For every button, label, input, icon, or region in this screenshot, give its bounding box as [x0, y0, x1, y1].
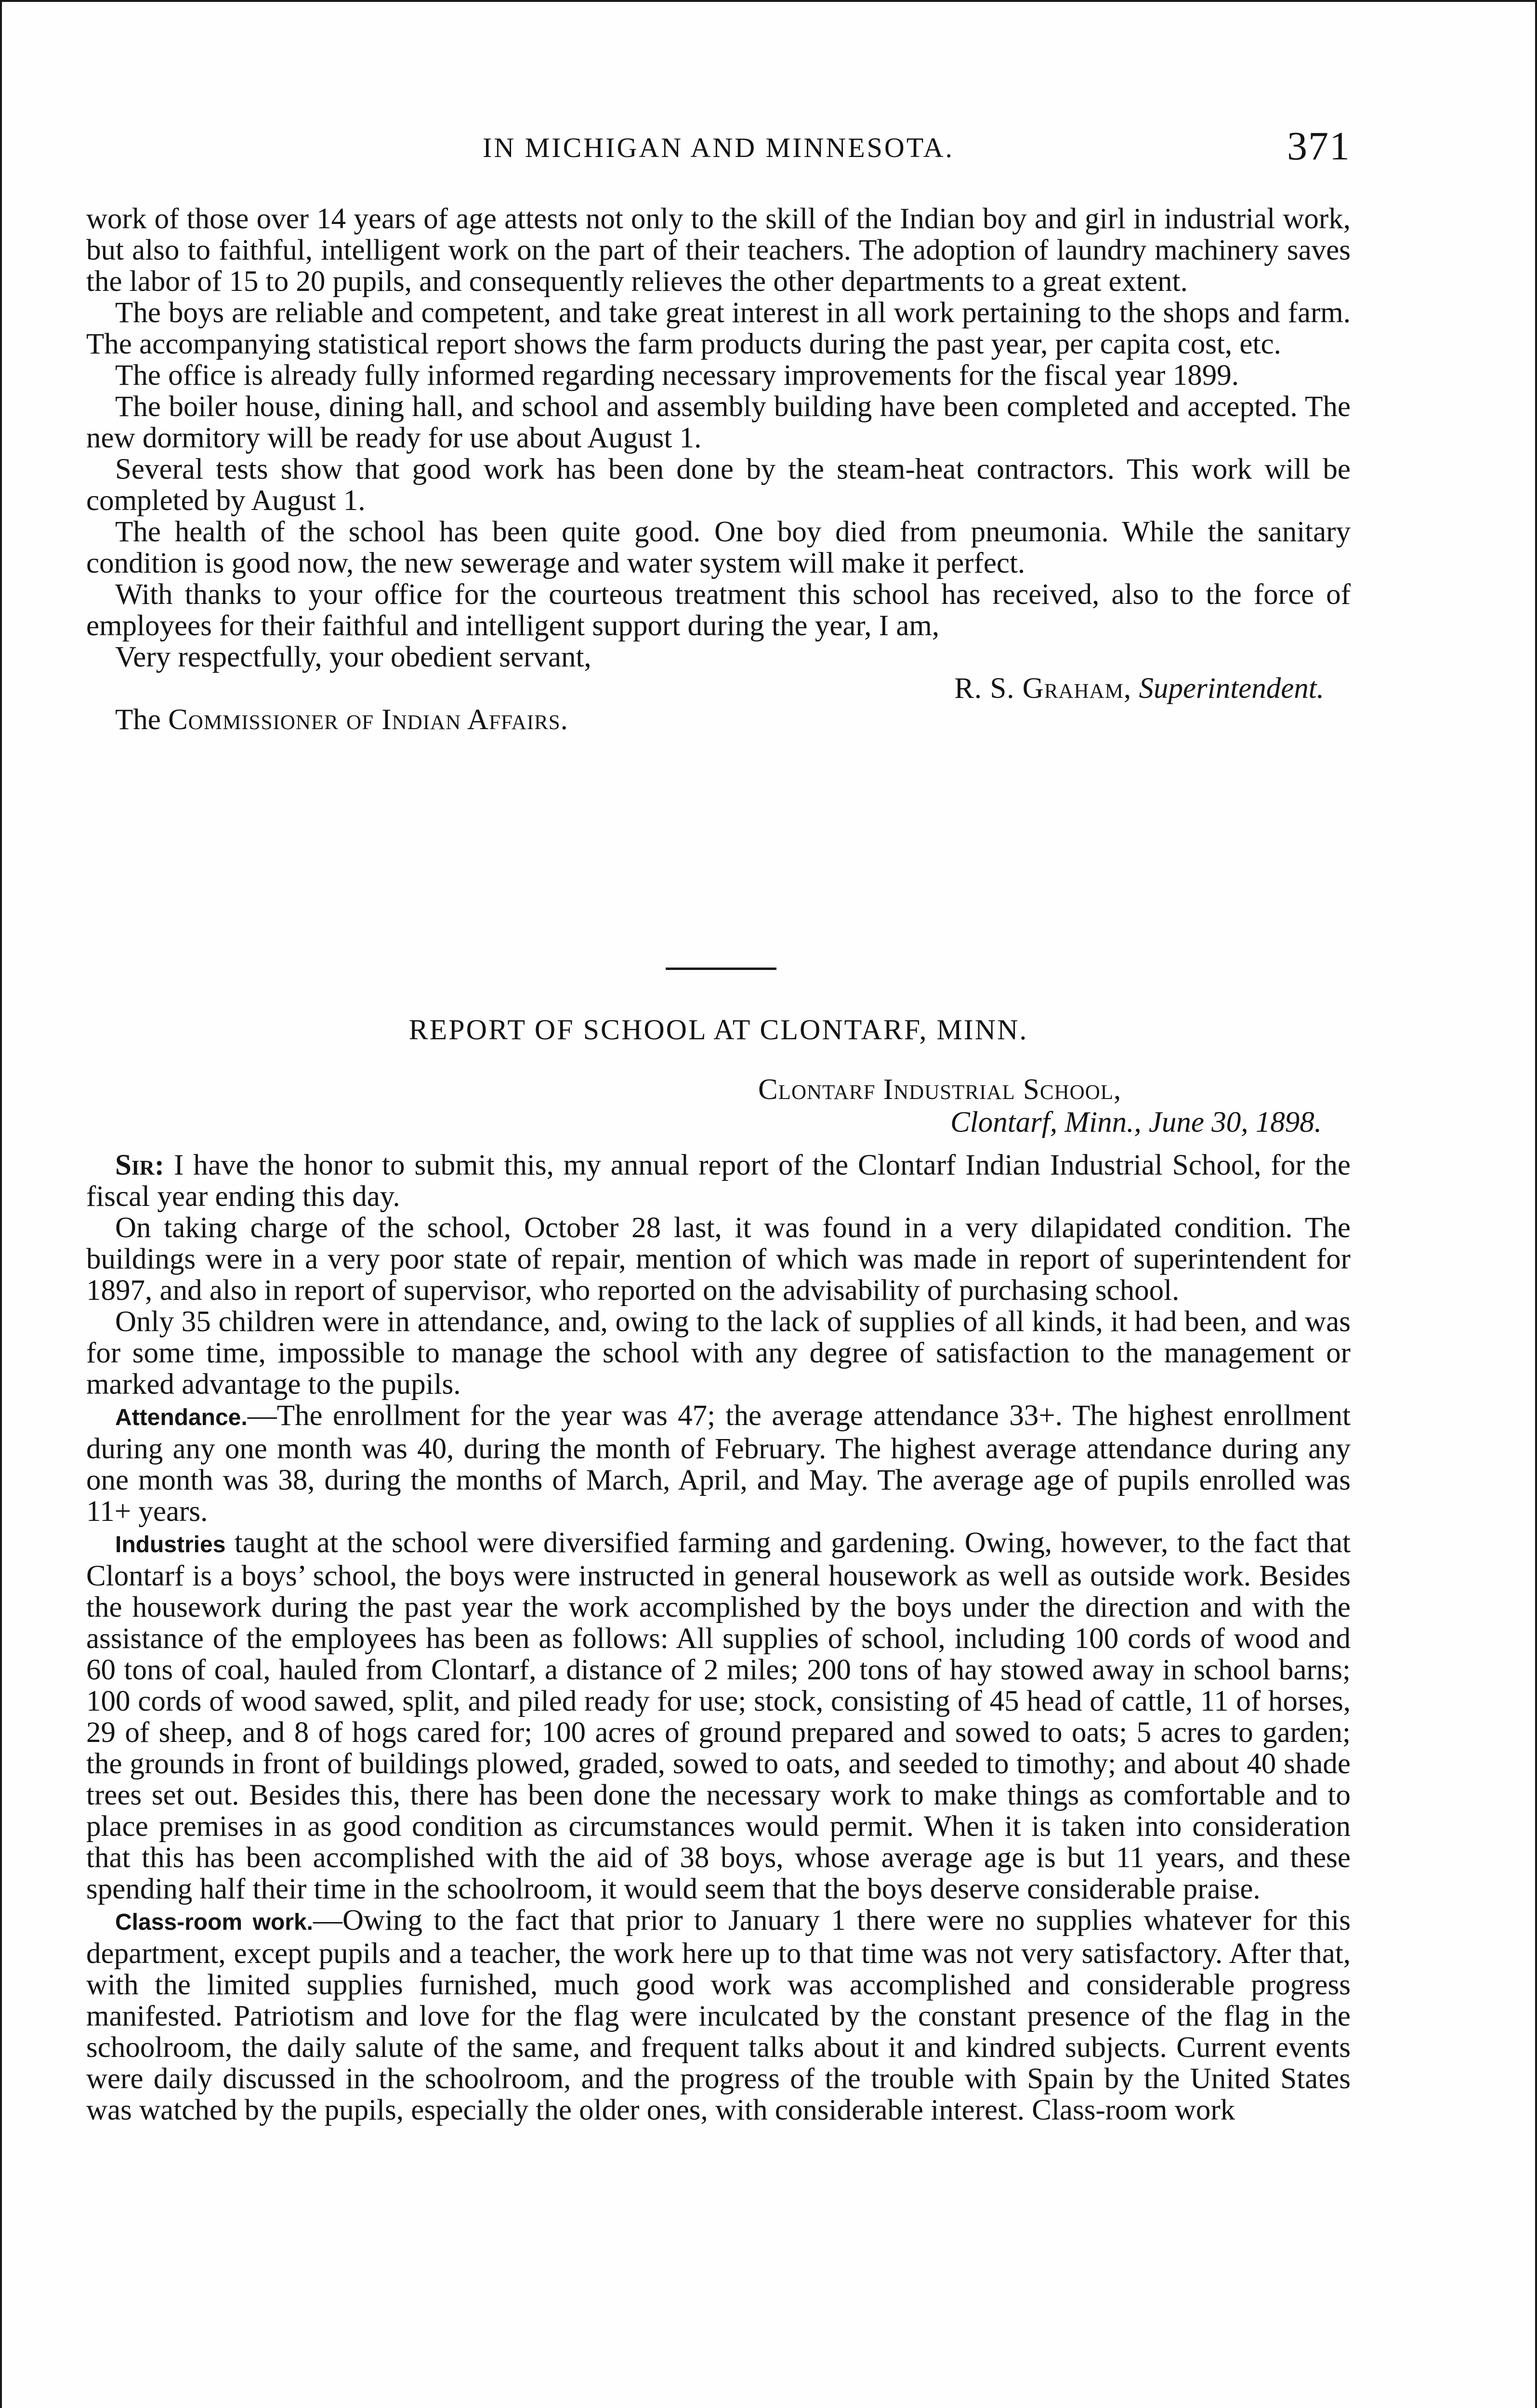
paragraph-classroom [86, 1905, 1351, 2126]
addressee-prefix: The [115, 704, 161, 736]
signature-name: R. S. Graham, [954, 672, 1132, 705]
paragraph: work of those over 14 years of age attests not only to the skill of the Indian boy and girl in industrial work, but also to faithful, intelligent work on the part of their teachers. The adoption of laundry machinery saves the labor of 15 to 20 pupils, and consequently relieves the other departments to a great extent. [86, 203, 1351, 298]
side-heading-attendance: Attendance. [115, 1405, 248, 1430]
paragraph: The boiler house, dining hall, and school and assembly building have been completed and accepted. The new dormitory will be ready for use about August 1. [86, 391, 1351, 454]
paragraph: Several tests show that good work has been done by the steam-heat contractors. This work will be completed by August 1. [86, 453, 1351, 517]
addressee: Commissioner of Indian Affairs. [168, 704, 568, 736]
paragraph: The health of the school has been quite good. One boy died from pneumonia. While the sanitary condition is good now, the new sewerage and water system will make it perfect. [86, 516, 1351, 579]
section-title: REPORT OF SCHOOL AT CLONTARF, MINN. [408, 1014, 1028, 1046]
paragraph: With thanks to your office for the courteous treatment this school has received, also to the force of employees for their faithful and intelligent support during the year, I am, [86, 578, 1351, 642]
paragraph-attendance [86, 1400, 1351, 1527]
page-number: 371 [1287, 124, 1351, 169]
running-head [86, 120, 1351, 173]
place: Clontarf, Minn., [950, 1106, 1142, 1139]
addressee-line [86, 704, 1351, 735]
paragraph: The office is already fully informed regarding necessary improvements for the fiscal year 1899. [115, 359, 1239, 392]
paragraph: On taking charge of the school, October 28 last, it was found in a very dilapidated condition. The buildings were in a very poor state of repair, mention of which was made in report of superintendent for 1897, and also in report of supervisor, who reported on the advisability of purchasing school. [86, 1212, 1351, 1307]
running-title: IN MICHIGAN AND MINNESOTA. [483, 132, 954, 163]
side-heading-classroom: Class-room work. [115, 1910, 313, 1935]
salutation: Sir: [115, 1149, 165, 1181]
paragraph: The boys are reliable and competent, and take great interest in all work pertaining to the shops and farm. The accompanying statistical report shows the farm products during the past year, per capita cost, etc. [86, 297, 1351, 360]
school-name: Clontarf Industrial School, [758, 1073, 1122, 1106]
closing-line: Very respectfully, your obedient servant, [115, 641, 591, 673]
report-date: June 30, 1898. [1148, 1106, 1322, 1139]
attendance-text: —The enrollment for the year was 47; the average attendance 33+. The highest enrollment during any one month was 40, during the month of February. The highest average attendance during any one month was 38, during the months of March, April, and May. The average age of pupils enrolled was 11+ years. [86, 1400, 1351, 1528]
paragraph-salutation [86, 1150, 1351, 1212]
report-body [86, 1150, 1351, 2126]
classroom-text: —Owing to the fact that prior to January 1 there were no supplies whatever for this department, except pupils and a teacher, the work here up to that time was not very satisfactory. After that, with the limited supplies furnished, much good work was accomplished and considerable progress manifested. Patriotism and love for the flag were inculcated by the constant presence of the flag in the schoolroom, the daily salute of the same, and frequent talks about it and kindred subjects. Current events were daily discussed in the schoolroom, and the progress of the trouble with Spain by the United States was watched by the pupils, especially the older ones, with considerable interest. Class-room work [86, 1904, 1351, 2126]
letter-body [86, 203, 1351, 735]
paragraph-industries [86, 1527, 1351, 1905]
place-date-line [580, 1106, 1322, 1139]
report-heading [580, 1073, 1322, 1139]
side-heading-industries: Industries [115, 1532, 226, 1557]
signature-line [86, 673, 1351, 704]
industries-text: taught at the school were diversified farming and gardening. Owing, however, to the fact that Clontarf is a boys’ school, the boys were instructed in general housework as well as outside work. Besides the housework during the past year the work accomplished by the boys under the direction and with the assistance of the employees has been as follows: All supplies of school, including 100 cords of wood and 60 tons of coal, hauled from Clontarf, a distance of 2 miles; 200 tons of hay stowed away in school barns; 100 cords of wood sawed, split, and piled ready for use; stock, consisting of 45 head of cattle, 11 of horses, 29 of sheep, and 8 of hogs cared for; 100 acres of ground prepared and sowed to oats; 5 acres to garden; the grounds in front of buildings plowed, graded, sowed to oats, and seeded to timothy; and about 40 shade trees set out. Besides this, there has been done the necessary work to make things as comfortable and to place premises in as good condition as circumstances would permit. When it is taken into consideration that this has been accomplished with the aid of 38 boys, whose average age is but 11 years, and these spending half their time in the schoolroom, it would seem that the boys deserve considerable praise. [86, 1527, 1351, 1905]
section-divider [666, 968, 776, 970]
signature-title: Superintendent. [1139, 672, 1324, 705]
salutation-text: I have the honor to submit this, my annual report of the Clontarf Indian Industrial School, for the fiscal year ending this day. [86, 1149, 1351, 1213]
paragraph: Only 35 children were in attendance, and, owing to the lack of supplies of all kinds, it had been, and was for some time, impossible to manage the school with any degree of satisfaction to the management or marked advantage to the pupils. [86, 1306, 1351, 1400]
